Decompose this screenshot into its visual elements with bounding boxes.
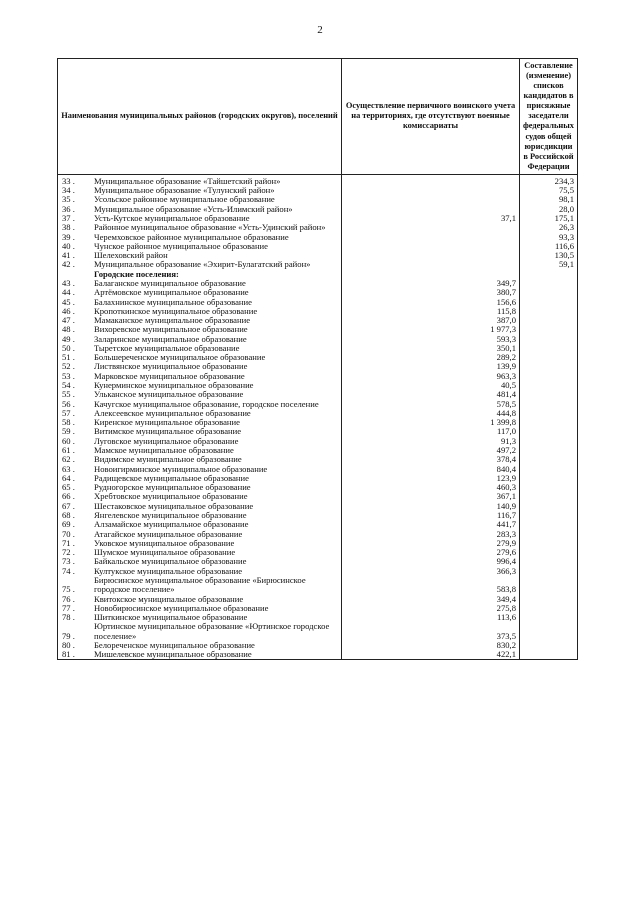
row-name: Улькансκое муниципальное образование — [94, 389, 244, 400]
row-military-value: 156,6 — [342, 298, 520, 307]
row-number: 61 . — [62, 445, 75, 456]
row-number: 76 . — [62, 593, 75, 604]
row-name: Луговское муниципальное образование — [94, 435, 239, 446]
row-name: Марковское муниципальное образование — [94, 370, 245, 381]
row-military-value: 996,4 — [342, 557, 520, 566]
row-jury-value — [520, 270, 578, 279]
row-name: Квитокское муниципальное образование — [94, 593, 244, 604]
row-jury-value — [520, 520, 578, 529]
row-jury-value — [520, 595, 578, 604]
row-military-value: 40,5 — [342, 381, 520, 390]
row-jury-value — [520, 455, 578, 464]
row-jury-value — [520, 427, 578, 436]
row-military-value — [342, 242, 520, 251]
row-military-value — [342, 251, 520, 260]
row-military-value: 460,3 — [342, 483, 520, 492]
row-military-value: 481,4 — [342, 390, 520, 399]
row-jury-value — [520, 446, 578, 455]
row-name: Рудногорское муниципальное образование — [94, 482, 251, 493]
row-number: 47 . — [62, 315, 75, 326]
row-military-value: 91,3 — [342, 437, 520, 446]
row-name: Артёмовское муниципальное образование — [94, 287, 249, 298]
row-name: Муниципальное образование «Тайшетский район» — [94, 175, 281, 186]
row-number: 56 . — [62, 398, 75, 409]
row-jury-value — [520, 279, 578, 288]
row-jury-value: 93,3 — [520, 233, 578, 242]
row-name: Большереченское муниципальное образование — [94, 352, 266, 363]
row-military-value: 441,7 — [342, 520, 520, 529]
row-number: 53 . — [62, 370, 75, 381]
row-military-value: 387,0 — [342, 316, 520, 325]
row-number: 58 . — [62, 417, 75, 428]
row-number: 48 . — [62, 324, 75, 335]
row-jury-value — [520, 613, 578, 622]
row-number: 35 . — [62, 194, 75, 205]
row-military-value — [342, 270, 520, 279]
row-jury-value — [520, 409, 578, 418]
row-number: 62 . — [62, 454, 75, 465]
row-jury-value — [520, 492, 578, 501]
row-military-value: 37,1 — [342, 214, 520, 223]
row-name: Тыретское муниципальное образование — [94, 342, 240, 353]
row-military-value: 123,9 — [342, 474, 520, 483]
row-military-value: 1 399,8 — [342, 418, 520, 427]
row-name: Кропоткинское муниципальное образование — [94, 305, 258, 316]
row-number: 68 . — [62, 509, 75, 520]
row-military-value: 380,7 — [342, 288, 520, 297]
row-number: 36 . — [62, 203, 75, 214]
row-name: Кунерминское муниципальное образование — [94, 380, 254, 391]
row-name: Муниципальное образование «Эхирит-Булагатский район» — [94, 259, 311, 270]
row-military-value — [342, 174, 520, 186]
row-number: 42 . — [62, 259, 75, 270]
row-number: 46 . — [62, 305, 75, 316]
row-jury-value — [520, 372, 578, 381]
row-number: 54 . — [62, 380, 75, 391]
row-name: Байкальское муниципальное образование — [94, 556, 247, 567]
row-jury-value — [520, 400, 578, 409]
row-jury-value — [520, 474, 578, 483]
row-name: Новоигирминское муниципальное образование — [94, 463, 268, 474]
row-number: 78 . — [62, 612, 75, 623]
row-name: Новобирюсинское муниципальное образование — [94, 602, 269, 613]
row-military-value: 289,2 — [342, 353, 520, 362]
row-number: 70 . — [62, 528, 75, 539]
row-jury-value — [520, 344, 578, 353]
row-jury-value: 26,3 — [520, 223, 578, 232]
row-jury-value — [520, 316, 578, 325]
row-name: Муниципальное образование «Тулунский район» — [94, 185, 275, 196]
row-jury-value — [520, 650, 578, 660]
row-name: Витимское муниципальное образование — [94, 426, 242, 437]
row-military-value: 283,3 — [342, 530, 520, 539]
row-jury-value — [520, 567, 578, 576]
row-military-value: 115,8 — [342, 307, 520, 316]
row-military-value: 422,1 — [342, 650, 520, 660]
row-jury-value: 234,3 — [520, 174, 578, 186]
row-name: Вихоревское муниципальное образование — [94, 324, 248, 335]
row-name: Бирюсинское муниципальное образование «Бирюсинское городское поселение» — [94, 574, 306, 595]
row-military-value: 366,3 — [342, 567, 520, 576]
page-number: 2 — [317, 24, 323, 36]
row-military-value — [342, 233, 520, 242]
row-name: Белореченское муниципальное образование — [94, 639, 255, 650]
row-number: 41 . — [62, 250, 75, 261]
row-name: Шиткинское муниципальное образование — [94, 612, 248, 623]
row-military-value: 378,4 — [342, 455, 520, 464]
row-military-value: 350,1 — [342, 344, 520, 353]
row-name: Усть-Кутское муниципальное образование — [94, 212, 250, 223]
row-name: Усольское районное муниципальное образование — [94, 194, 275, 205]
table-row — [58, 576, 578, 595]
row-jury-value — [520, 362, 578, 371]
row-jury-value — [520, 288, 578, 297]
row-name: Мишелевское муниципальное образование — [94, 649, 252, 660]
row-name: Алзамайское муниципальное образование — [94, 519, 249, 530]
row-name: Качугское муниципальное образование, городское поселение — [94, 398, 319, 409]
row-name: Городские поселения: — [94, 268, 179, 279]
row-jury-value — [520, 307, 578, 316]
row-number: 66 . — [62, 491, 75, 502]
row-number: 75 . — [62, 584, 75, 595]
row-number: 44 . — [62, 287, 75, 298]
row-military-value: 349,7 — [342, 279, 520, 288]
row-jury-value: 28,0 — [520, 205, 578, 214]
row-number: 74 . — [62, 565, 75, 576]
row-number: 60 . — [62, 435, 75, 446]
row-jury-value: 130,5 — [520, 251, 578, 260]
header-jury-lists: Составление (изменение) списков кандидатов в присяжные заседатели федеральных судов общей юрисдикции в Российской Федерации — [520, 59, 578, 175]
row-name: Култукское муниципальное образование — [94, 565, 243, 576]
row-name: Янгелевское муниципальное образование — [94, 509, 247, 520]
row-jury-value — [520, 530, 578, 539]
row-military-value — [342, 195, 520, 204]
row-jury-value — [520, 353, 578, 362]
row-name: Шестаковское муниципальное образование — [94, 500, 254, 511]
row-jury-value — [520, 557, 578, 566]
row-military-value: 279,6 — [342, 548, 520, 557]
row-jury-value — [520, 465, 578, 474]
row-number: 73 . — [62, 556, 75, 567]
row-number: 37 . — [62, 212, 75, 223]
row-military-value: 140,9 — [342, 502, 520, 511]
row-name: Атагайское муниципальное образование — [94, 528, 243, 539]
row-name-cell — [58, 622, 342, 641]
row-military-value: 497,2 — [342, 446, 520, 455]
row-military-value — [342, 223, 520, 232]
row-number: 81 . — [62, 649, 75, 660]
row-number: 64 . — [62, 472, 75, 483]
row-number: 77 . — [62, 602, 75, 613]
row-jury-value — [520, 641, 578, 650]
row-number: 57 . — [62, 407, 75, 418]
row-name: Шумское муниципальное образование — [94, 547, 236, 558]
row-military-value: 373,5 — [342, 622, 520, 641]
row-number: 80 . — [62, 639, 75, 650]
row-name-cell — [58, 576, 342, 595]
table-header-row — [58, 59, 578, 175]
row-name: Алексеевское муниципальное образование — [94, 407, 251, 418]
row-jury-value — [520, 622, 578, 641]
row-number: 71 . — [62, 537, 75, 548]
row-jury-value — [520, 390, 578, 399]
row-military-value — [342, 205, 520, 214]
row-name-cell — [58, 650, 342, 660]
row-jury-value — [520, 604, 578, 613]
row-number: 67 . — [62, 500, 75, 511]
row-military-value: 367,1 — [342, 492, 520, 501]
row-jury-value: 59,1 — [520, 260, 578, 269]
row-jury-value: 98,1 — [520, 195, 578, 204]
row-name: Листвянское муниципальное образование — [94, 361, 248, 372]
row-name: Заларинское муниципальное образование — [94, 333, 247, 344]
row-jury-value — [520, 418, 578, 427]
table-row — [58, 650, 578, 660]
row-military-value: 963,3 — [342, 372, 520, 381]
row-jury-value — [520, 539, 578, 548]
row-military-value: 1 977,3 — [342, 325, 520, 334]
row-number: 55 . — [62, 389, 75, 400]
row-number: 38 . — [62, 222, 75, 233]
row-name: Юртинское муниципальное образование «Юртинское городское поселение» — [94, 621, 330, 641]
row-jury-value — [520, 511, 578, 520]
row-name: Мамаканское муниципальное образование — [94, 315, 251, 326]
row-jury-value — [520, 381, 578, 390]
row-number: 69 . — [62, 519, 75, 530]
row-name: Шелеховский район — [94, 250, 168, 261]
row-name: Хребтовское муниципальное образование — [94, 491, 248, 502]
row-military-value: 840,4 — [342, 465, 520, 474]
row-jury-value — [520, 576, 578, 595]
row-number: 79 . — [62, 630, 75, 641]
row-name: Черемховское районное муниципальное образование — [94, 231, 289, 242]
row-number: 39 . — [62, 231, 75, 242]
row-number: 59 . — [62, 426, 75, 437]
row-number: 50 . — [62, 342, 75, 353]
row-military-value — [342, 186, 520, 195]
header-military-registration: Осуществление первичного воинского учета на территориях, где отсутствуют военные комиссариаты — [342, 59, 520, 175]
row-jury-value: 75,5 — [520, 186, 578, 195]
allocation-table — [57, 58, 578, 660]
row-number: 51 . — [62, 352, 75, 363]
row-name: Радищевское муниципальное образование — [94, 472, 249, 483]
row-military-value: 349,4 — [342, 595, 520, 604]
row-name: Мамское муниципальное образование — [94, 445, 234, 456]
row-jury-value: 175,1 — [520, 214, 578, 223]
row-jury-value — [520, 298, 578, 307]
row-number: 63 . — [62, 463, 75, 474]
row-name: Балаганское муниципальное образование — [94, 277, 246, 288]
row-number: 34 . — [62, 185, 75, 196]
table-body — [58, 174, 578, 660]
row-name: Районное муниципальное образование «Усть-Удинский район» — [94, 222, 326, 233]
row-name: Муниципальное образование «Усть-Илимский район» — [94, 203, 293, 214]
row-military-value: 279,9 — [342, 539, 520, 548]
row-jury-value — [520, 502, 578, 511]
row-jury-value — [520, 325, 578, 334]
row-military-value: 593,3 — [342, 335, 520, 344]
row-number: 40 . — [62, 240, 75, 251]
row-number: 52 . — [62, 361, 75, 372]
row-military-value: 830,2 — [342, 641, 520, 650]
row-name: Уковское муниципальное образование — [94, 537, 235, 548]
row-military-value: 275,8 — [342, 604, 520, 613]
row-military-value: 583,8 — [342, 576, 520, 595]
row-military-value: 113,6 — [342, 613, 520, 622]
row-military-value: 578,5 — [342, 400, 520, 409]
row-number: 33 . — [62, 175, 75, 186]
row-number: 72 . — [62, 547, 75, 558]
row-number: 43 . — [62, 277, 75, 288]
table-row — [58, 622, 578, 641]
row-jury-value — [520, 483, 578, 492]
row-number: 65 . — [62, 482, 75, 493]
header-name: Наименования муниципальных районов (городских округов), поселений — [58, 59, 342, 175]
row-military-value: 117,0 — [342, 427, 520, 436]
row-name: Видимское муниципальное образование — [94, 454, 242, 465]
row-jury-value: 116,6 — [520, 242, 578, 251]
row-name: Киренское муниципальное образование — [94, 417, 240, 428]
row-military-value: 116,7 — [342, 511, 520, 520]
row-jury-value — [520, 437, 578, 446]
row-name: Чунское районное муниципальное образование — [94, 240, 268, 251]
row-jury-value — [520, 335, 578, 344]
row-jury-value — [520, 548, 578, 557]
row-name: Балахнинское муниципальное образование — [94, 296, 252, 307]
row-military-value: 139,9 — [342, 362, 520, 371]
row-number: 45 . — [62, 296, 75, 307]
row-military-value — [342, 260, 520, 269]
row-military-value: 444,8 — [342, 409, 520, 418]
row-number: 49 . — [62, 333, 75, 344]
